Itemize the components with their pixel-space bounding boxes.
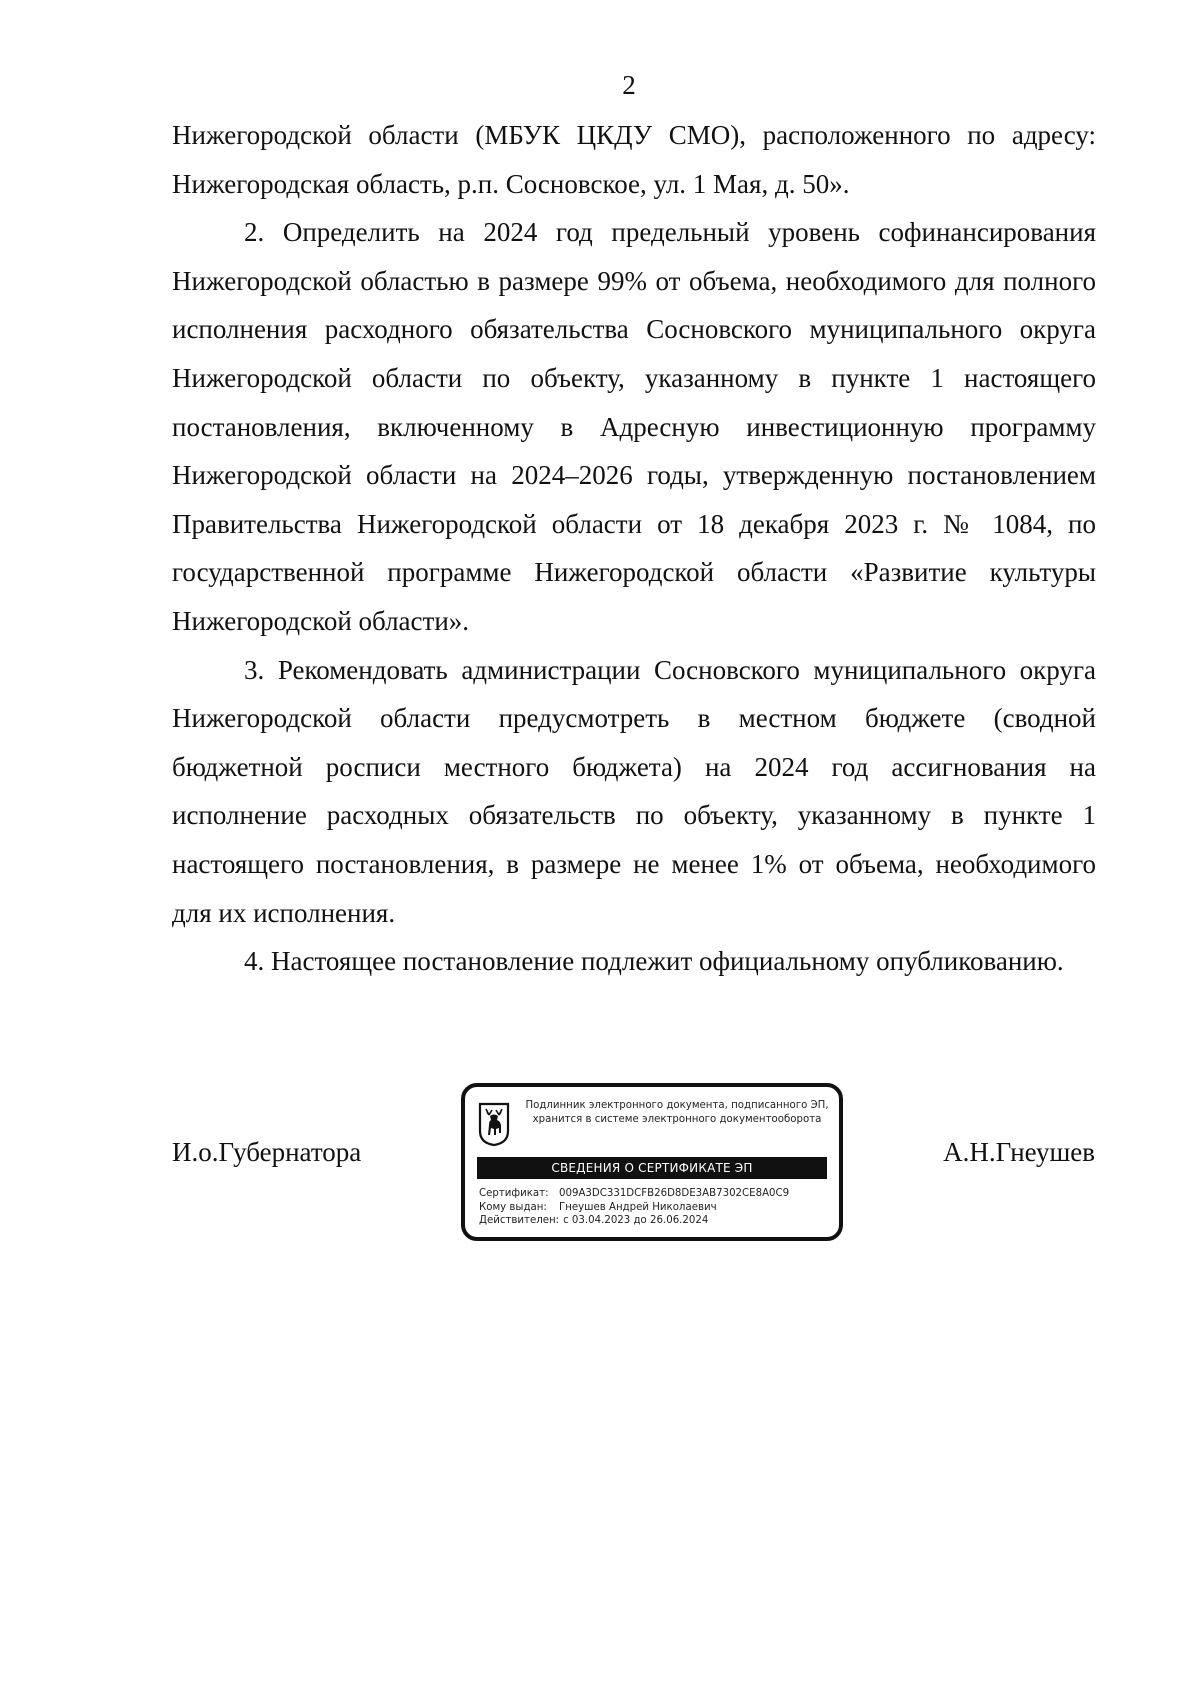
issued-to-value: Гнеушев Андрей Николаевич [559, 1201, 717, 1213]
paragraph-3: 3. Рекомендовать администрации Сосновского муниципального округа Нижегородской области предусмотреть в местном бюджете (сводной бюджетной росписи местного бюджета) на 2024 год ассигнования на исполнение расходных обязательств по объекту, указанному в пункте 1 настоящего постановления, в размере не менее 1% от объема, необходимого для их исполнения. [172, 654, 1096, 928]
stamp-issued-to-row [479, 1201, 835, 1215]
signatory-name: А.Н.Гнеушев [943, 1137, 1095, 1167]
paragraph-continuation: Нижегородской области (МБУК ЦКДУ СМО), расположенного по адресу: Нижегородская область, р.п. Сосновское, ул. 1 Мая, д. 50». [172, 120, 1096, 199]
page-number: 2 [622, 70, 636, 100]
issued-to-label: Кому выдан: [479, 1201, 547, 1213]
stamp-title-bar: СВЕДЕНИЯ О СЕРТИФИКАТЕ ЭП [477, 1157, 827, 1179]
valid-value: с 03.04.2023 до 26.06.2024 [563, 1215, 709, 1226]
signatory-role: И.о.Губернатора [172, 1137, 362, 1167]
valid-label: Действителен: [479, 1215, 560, 1226]
stamp-header-line-1: Подлинник электронного документа, подписанного ЭП, [525, 1100, 829, 1111]
stamp-details [479, 1187, 835, 1228]
stamp-header [519, 1099, 835, 1127]
paragraph-4: 4. Настоящее постановление подлежит официальному опубликованию. [244, 946, 1064, 977]
nizhny-novgorod-deer-emblem-icon [477, 1101, 511, 1147]
stamp-header-line-2: хранится в системе электронного документооборота [532, 1114, 822, 1125]
certificate-value: 009A3DC331DCFB26D8DE3AB7302CE8A0C9 [559, 1188, 790, 1199]
document-body [172, 111, 1096, 986]
stamp-valid-row [479, 1214, 835, 1228]
paragraph-2: 2. Определить на 2024 год предельный уровень софинансирования Нижегородской областью в размере 99% от объема, необходимого для полного исполнения расходного обязательства Сосновского муниципального округа Нижегородской области по объекту, указанному в пункте 1 настоящего постановления, включенному в Адресную инвестиционную программу Нижегородской области на 2024–2026 годы, утвержденную постановлением Правительства Нижегородской области от 18 декабря 2023 г. № 1084, по государственной программе Нижегородской области «Развитие культуры Нижегородской области». [172, 217, 1096, 636]
stamp-certificate-row [479, 1187, 835, 1201]
electronic-signature-stamp [461, 1083, 843, 1241]
certificate-label: Сертификат: [479, 1188, 549, 1199]
